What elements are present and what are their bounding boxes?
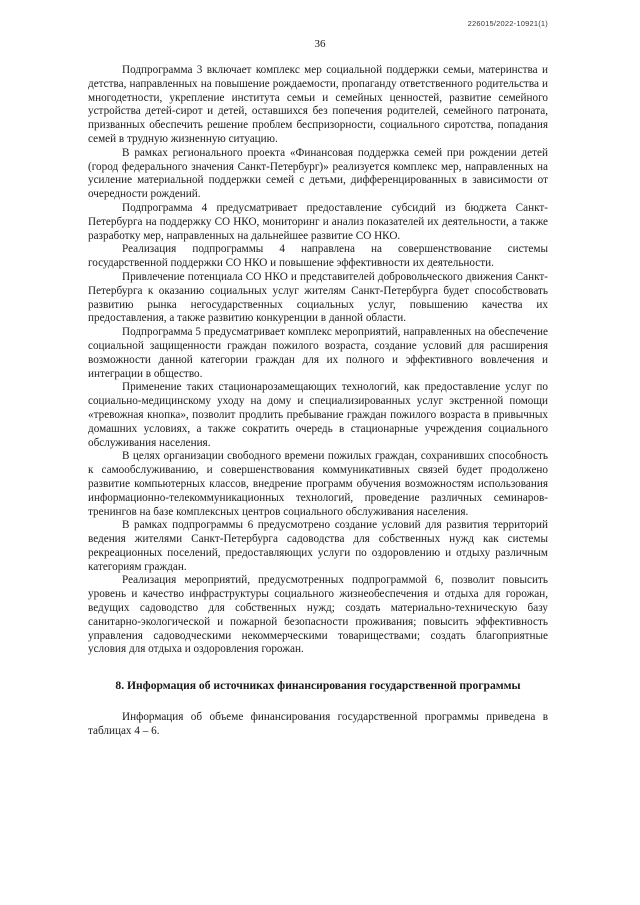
paragraph-funding-info: Информация об объеме финансирования государственной программы приведена в таблицах 4 – 6. — [88, 711, 548, 738]
paragraph-nko-potential: Привлечение потенциала СО НКО и представителей добровольческого движения Санкт-Петербурга к оказанию социальных услуг жителям Санкт-Петербурга будет способствовать развитию рынка негосударственных социальных услуг, повышению качества их предоставления, а также развитию конкуренции в данной области. — [88, 270, 548, 325]
paragraph-subprogram-4-implementation: Реализация подпрограммы 4 направлена на совершенствование системы государственной поддержки СО НКО и повышение эффективности их деятельности. — [88, 243, 548, 270]
paragraph-subprogram-3: Подпрограмма 3 включает комплекс мер социальной поддержки семьи, материнства и детства, направленных на повышение рождаемости, пропаганду ответственного родительства и многодетности, укрепление института семьи и семейных ценностей, развитие семейного устройства детей-сирот и детей, оставшихся без попечения родителей, семейного патроната, призванных обеспечить решение проблем беспризорности, социального сиротства, попадания семей в трудную жизненную ситуацию. — [88, 64, 548, 145]
paragraph-subprogram-6-implementation: Реализация мероприятий, предусмотренных подпрограммой 6, позволит повысить уровень и качество инфраструктуры социального жизнеобеспечения и отдыха для горожан, ведущих садоводство для собственных нужд; создать материально-техническую базу санитарно-экологической и пожарной безопасности проживания; повысить эффективность управления садоводческими некоммерческими товариществами; создать благоприятные условия для отдыха и оздоровления горожан. — [88, 574, 548, 656]
paragraph-home-care-technologies: Применение таких стационарозамещающих технологий, как предоставление услуг по социально-медицинскому уходу на дому и специализированных услуг экстренной помощи «тревожная кнопка», позволит продлить пребывание граждан пожилого возраста в привычных домашних условиях, а также сократить очередь в стационарные учреждения социального обслуживания населения. — [88, 381, 548, 449]
document-id: 226015/2022-10921(1) — [467, 19, 548, 28]
section-heading: 8. Информация об источниках финансирования государственной программы — [115, 679, 521, 693]
paragraph-subprogram-6: В рамках подпрограммы 6 предусмотрено создание условий для развития территорий ведения жителями Санкт-Петербурга садоводства для собственных нужд как системы рекреационных поселений, предоставляющих услуги по оздоровлению и отдыху различным категориям граждан. — [88, 519, 548, 573]
paragraph-regional-project: В рамках регионального проекта «Финансовая поддержка семей при рождении детей (город федерального значения Санкт-Петербург)» реализуется комплекс мер, направленных на усиление материальной поддержки семей с детьми, дифференцированных в зависимости от очередности рождений. — [88, 146, 548, 201]
page-number: 36 — [314, 38, 326, 50]
page-content — [88, 64, 548, 739]
paragraph-subprogram-4: Подпрограмма 4 предусматривает предоставление субсидий из бюджета Санкт-Петербурга на поддержку СО НКО, мониторинг и анализ показателей их деятельности, а также разработку мер, направленных на дальнейшее развитие СО НКО. — [88, 201, 548, 242]
paragraph-subprogram-5: Подпрограмма 5 предусматривает комплекс мероприятий, направленных на обеспечение социальной защищенности граждан пожилого возраста, создание условий для расширения возможности данной категории граждан для их полного и эффективного вовлечения и интеграции в общество. — [88, 326, 548, 380]
paragraph-elderly-leisure: В целях организации свободного времени пожилых граждан, сохранивших способность к самообслуживанию, и совершенствования коммуникативных связей будет продолжено развитие компьютерных классов, внедрение программ обучения возможностям использования информационно-телекоммуникационных технологий, проведение различных семинаров-тренингов на базе комплексных центров социального обслуживания населения. — [88, 450, 548, 518]
